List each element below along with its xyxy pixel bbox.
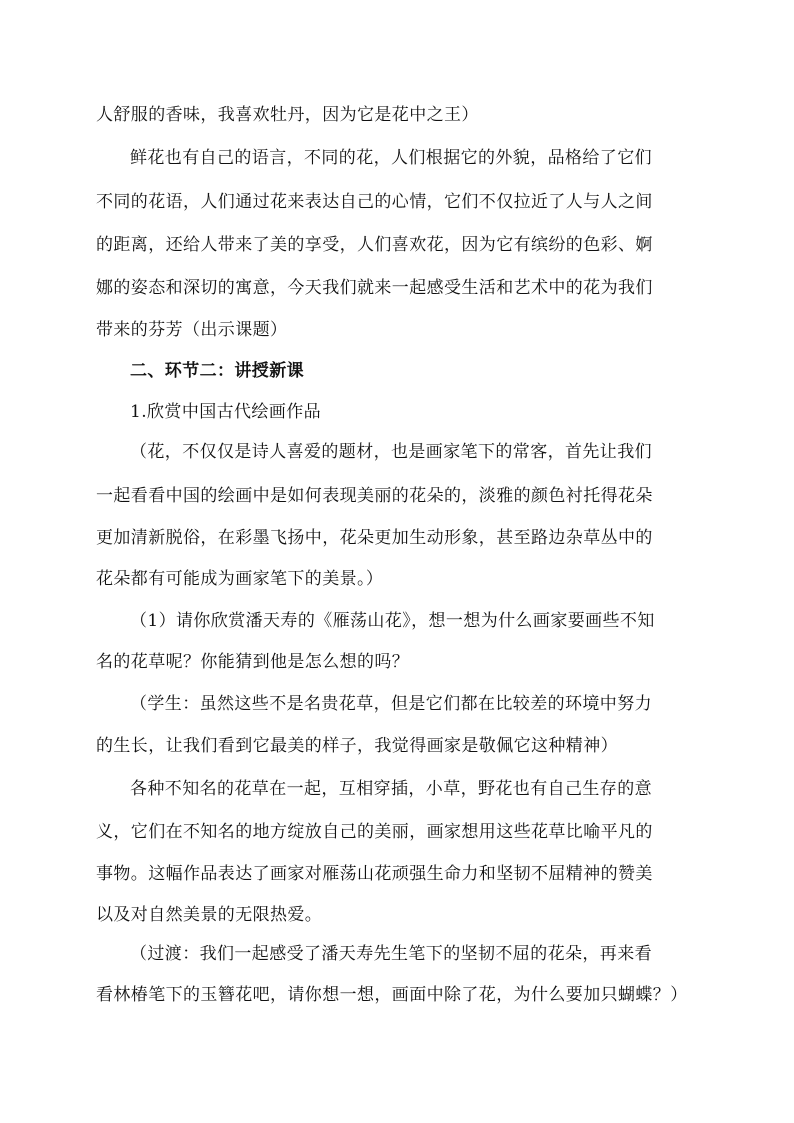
paragraph-line: 鲜花也有自己的语言，不同的花，人们根据它的外貌，品格给了它们	[130, 148, 652, 168]
paragraph-line: 人舒服的香味，我喜欢牡丹，因为它是花中之王）	[96, 105, 479, 125]
paragraph-line: 花朵都有可能成为画家笔下的美景。）	[96, 569, 384, 589]
paragraph-line: 娜的姿态和深切的寓意，今天我们就来一起感受生活和艺术中的花为我们	[96, 278, 653, 298]
paragraph-line: 义，它们在不知名的地方绽放自己的美丽，画家想用这些花草比喻平凡的	[96, 822, 653, 842]
paragraph-line: （花，不仅仅是诗人喜爱的题材，也是画家笔下的常客，首先让我们	[130, 442, 652, 462]
paragraph-line: （过渡：我们一起感受了潘天寿先生笔下的坚韧不屈的花朵，再来看	[130, 944, 652, 964]
paragraph-line: 的距离，还给人带来了美的享受，人们喜欢花，因为它有缤纷的色彩、婀	[96, 235, 653, 255]
paragraph-line: 看林椿笔下的玉簪花吧，请你想一想，画面中除了花，为什么要加只蝴蝶？）	[96, 985, 688, 1005]
paragraph-line: （学生：虽然这些不是名贵花草，但是它们都在比较差的环境中努力	[130, 694, 652, 714]
paragraph-line: 一起看看中国的绘画中是如何表现美丽的花朵的，淡雅的颜色衬托得花朵	[96, 486, 653, 506]
subsection-heading: 1.欣赏中国古代绘画作品	[130, 402, 322, 422]
paragraph-line: 各种不知名的花草在一起，互相穿插，小草，野花也有自己生存的意	[130, 779, 652, 799]
paragraph-line: 事物。这幅作品表达了画家对雁荡山花顽强生命力和坚韧不屈精神的赞美	[96, 864, 653, 884]
paragraph-line: 名的花草呢？你能猜到他是怎么想的吗？	[96, 652, 410, 672]
paragraph-line: 不同的花语，人们通过花来表达自己的心情，它们不仅拉近了人与人之间	[96, 192, 653, 212]
paragraph-line: 的生长，让我们看到它最美的样子，我觉得画家是敬佩它这种精神）	[96, 736, 618, 756]
paragraph-line: 带来的芬芳（出示课题）	[96, 320, 288, 340]
paragraph-line: 更加清新脱俗，在彩墨飞扬中，花朵更加生动形象，甚至路边杂草丛中的	[96, 528, 653, 548]
section-heading: 二、环节二：讲授新课	[130, 361, 304, 381]
paragraph-line: 以及对自然美景的无限热爱。	[96, 905, 323, 925]
paragraph-line: （1）请你欣赏潘天寿的《雁荡山花》，想一想为什么画家要画些不知	[130, 611, 655, 631]
